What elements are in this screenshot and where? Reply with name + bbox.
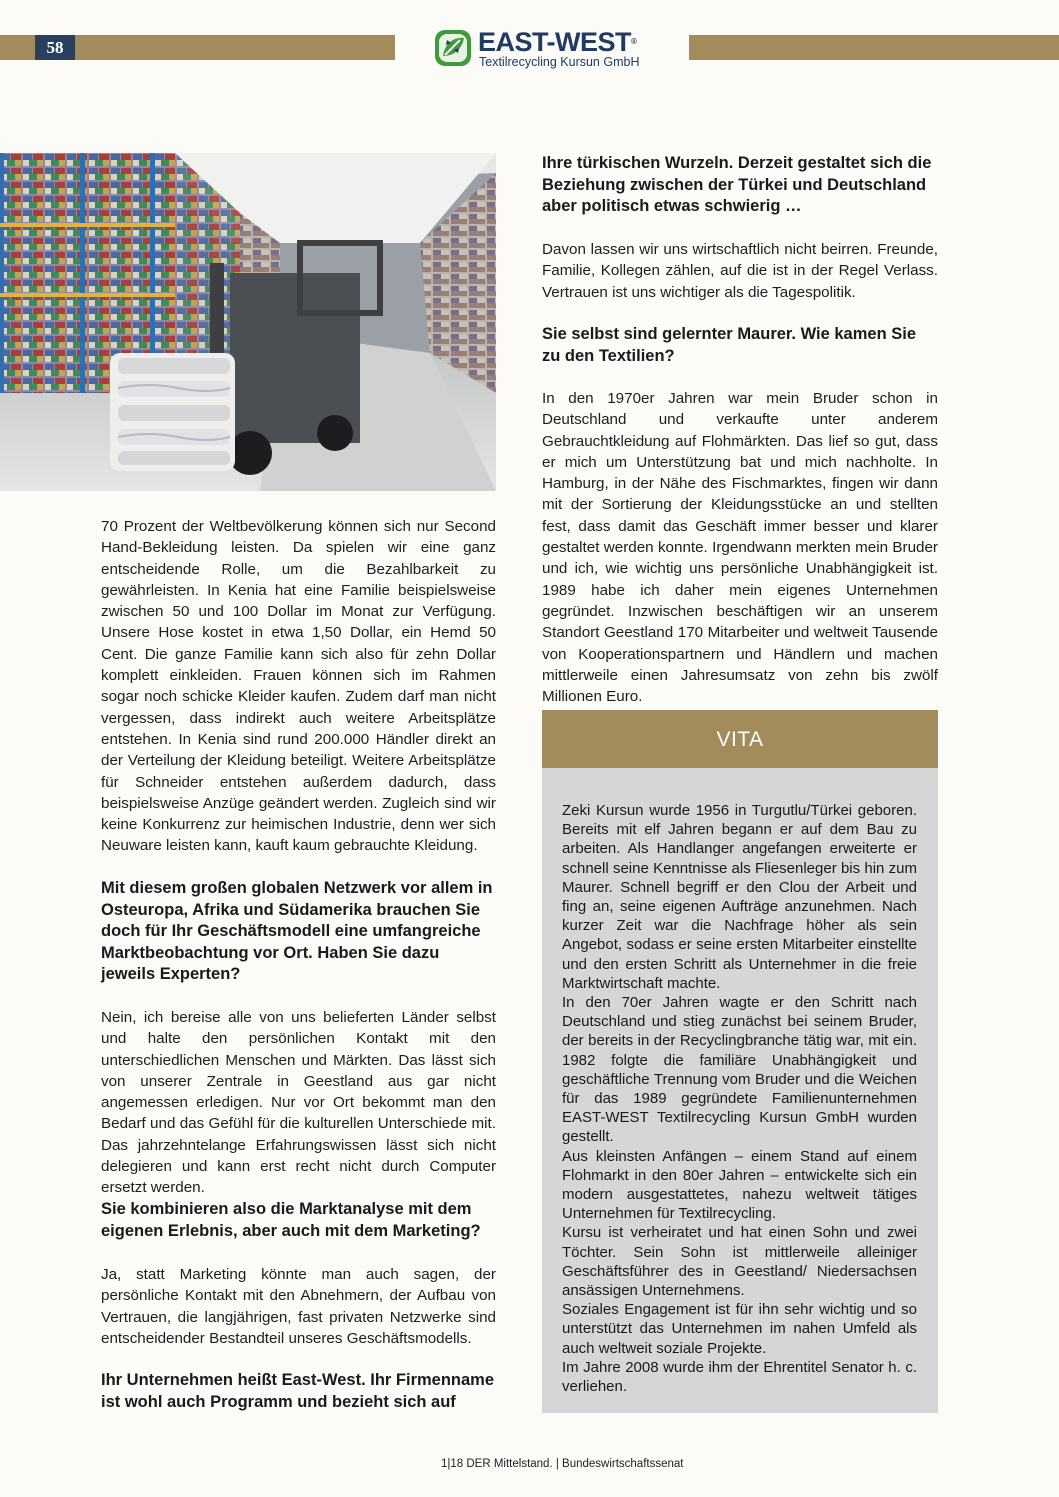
answer-paragraph-1: 70 Prozent der Weltbevölkerung können sich nur Second Hand-Bekleidung leisten. Da spielen wir eine ganz entscheidende Rolle, um die Bezahlbarkeit zu gewährleisten. In Kenia hat eine Familie beispielsweise zwischen 50 und 100 Dollar im Monat zur Verfügung. Unsere Hose kostet in etwa 1,50 Dollar, ein Hemd 50 Cent. Die ganze Familie kann sich also für zehn Dollar komplett einkleiden. Frauen können sich im Rahmen sogar noch schicke Kleider kaufen. Zudem darf man nicht vergessen, dass indirekt auch weitere Arbeitsplätze entstehen. In Kenia sind rund 200.000 Händler direkt an der Verteilung der Kleidung beteiligt. Weitere Arbeitsplätze für Schneider entstehen außerdem dadurch, dass beispielsweise Anzüge geändert werden. Zugleich sind wir keine Konkurrenz zur heimischen Industrie, denn wer sich Neuware leisten kann, kauft kaum gebrauchte Kleidung. [101,518,496,855]
header-bar-right [689,35,1059,60]
answer-paragraph-3: Ja, statt Marketing könnte man auch sagen, der persönliche Kontakt mit den Abnehmern, der Aufbau von Vertrauen, die langjährigen, fast privaten Netzwerke sind entscheidender Bestandteil unseres Geschäftsmodells. [101,1266,496,1347]
company-logo [433,26,663,72]
interview-question-1: Mit diesem großen globalen Netzwerk vor allem in Osteuropa, Afrika und Südamerika brauchen Sie doch für Ihr Geschäftsmodell eine umfangreiche Marktbeobachtung vor Ort. Haben Sie dazu jeweils Experten? [101,879,493,983]
answer-paragraph-2: Nein, ich bereise alle von uns belieferten Länder selbst und halte den persönlichen Kontakt mit den unterschiedlichen Menschen und Märkten. Das lässt sich von unserer Zentrale in Geestland aus gar nicht angemessen erledigen. Nur vor Ort bekommt man den Bedarf und das Gefühl für die kulturellen Unterschiede mit. Das jahrzehntelange Erfahrungswissen lässt sich nicht delegieren und kann erst recht nicht durch Computer ersetzt werden. [101,1009,496,1197]
interview-question-2: Sie kombinieren also die Marktanalyse mit dem eigenen Erlebnis, aber auch mit dem Marketing? [101,1200,481,1240]
interview-question-3: Ihr Unternehmen heißt East-West. Ihr Firmenname ist wohl auch Programm und bezieht sich auf [101,1371,495,1411]
vita-paragraph-3: Aus kleinsten Anfängen – einem Stand auf einem Flohmarkt in den 80er Jahren – entwickelte sich ein modern ausgestattetes, nahezu weltweit tätiges Unternehmen für Textilrecycling. [562,1147,917,1223]
interview-question-4: Sie selbst sind gelernter Maurer. Wie kamen Sie zu den Textilien? [542,325,916,365]
answer-paragraph-5: In den 1970er Jahren war mein Bruder schon in Deutschland und verkaufte unter anderem Gebrauchtkleidung auf Flohmärkten. Das lief so gut, dass er mich um Unterstützung bat und mich nachholte. In Hamburg, in der Nähe des Fischmarktes, fingen wir dann mit der Sortierung der Kleidungsstücke an und stellten fest, dass damit das Geschäft immer besser und klarer gestaltet werden konnte. Irgendwann merkten mein Bruder und ich, wie wichtig uns persönliche Unabhängigkeit ist. 1989 habe ich daher mein eigenes Unternehmen gegründet. Inzwischen beschäftigen wir an unserem Standort Geestland 170 Mitarbeiter und weltweit Tausende von Kooperationspartnern und Händlern und machen mittlerweile einen Jahresumsatz von zehn bis zwölf Millionen Euro. [542,390,938,706]
vita-paragraph-4: Kursu ist verheiratet und hat einen Sohn und zwei Töchter. Sein Sohn ist mittlerweile alleiniger Geschäftsführer des in Geestland/ Niedersachsen ansässigen Unternehmens. [562,1224,917,1300]
logo-name: EAST-WEST® [478,27,637,57]
vita-paragraph-1: Zeki Kursun wurde 1956 in Turgutlu/Türkei geboren. Bereits mit elf Jahren begann er auf dem Bau zu arbeiten. Als Handlanger angefangen erweiterte er schnell seine Kenntnisse als Fliesenleger bis hin zum Maurer. Schnell begriff er den Clou der Arbeit und fing an, seine eigenen Aufträge anzunehmen. Nach kurzer Zeit war die Nachfrage höher als sein Angebot, sodass er seine ersten Mitarbeiter einstellte und den ersten Schritt als Unternehmer in die freie Marktwirtschaft machte. [562,802,917,992]
page-footer: 1|18 DER Mittelstand. | Bundeswirtschaftssenat [441,1458,684,1470]
vita-text [562,801,917,1396]
vita-paragraph-2: In den 70er Jahren wagte er den Schritt nach Deutschland und stieg zunächst bei seinem Bruder, der bereits in der Recyclingbranche tätig war, mit ein. 1982 folgte die familiäre Unabhängigkeit und geschäftliche Trennung vom Bruder und die Weichen für das 1989 gegründete Familienunternehmen EAST-WEST Textilrecycling Kursun GmbH wurden gestellt. [562,994,917,1146]
page-number: 58 [35,35,75,60]
leaf-globe-icon [433,28,473,68]
vita-paragraph-5: Soziales Engagement ist für ihn sehr wichtig und so unterstützt das Unternehmen im nahen Umfeld als auch weltweit soziale Projekte. [562,1301,917,1357]
interview-question-3-continued: Ihre türkischen Wurzeln. Derzeit gestaltet sich die Beziehung zwischen der Türkei und Deutschland aber politisch etwas schwierig … [542,154,932,215]
answer-paragraph-4: Davon lassen wir uns wirtschaftlich nicht beirren. Freunde, Familie, Kollegen zählen, auf die ist in der Regel Verlass. Vertrauen ist uns wichtiger als die Tagespolitik. [542,241,938,301]
warehouse-forklift-photo [0,153,496,491]
vita-heading: VITA [542,710,938,768]
vita-box [542,768,938,1413]
logo-subtitle: Textilrecycling Kursun GmbH [479,55,640,69]
vita-paragraph-6: Im Jahre 2008 wurde ihm der Ehrentitel Senator h. c. verliehen. [562,1358,917,1396]
